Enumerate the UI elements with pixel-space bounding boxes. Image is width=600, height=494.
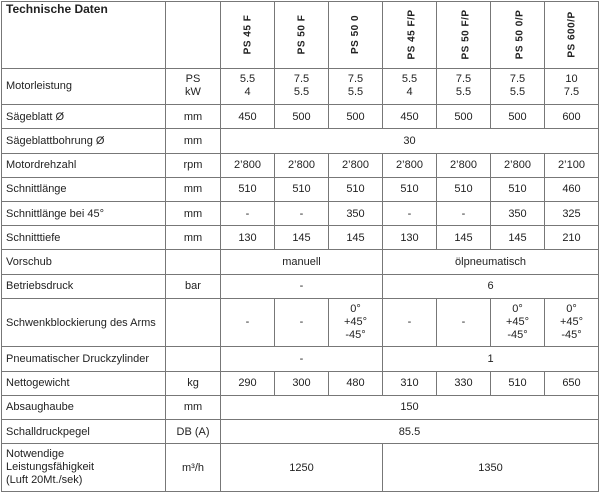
row-haube [2, 395, 599, 419]
value-ps: 10 [565, 73, 578, 86]
value-cell-manual-group: 1250 [221, 444, 383, 492]
value-kw: 5.5 [509, 86, 526, 99]
value-cell: 330 [437, 371, 491, 395]
model-header [275, 2, 329, 69]
row-label: Schnittlänge bei 45° [2, 201, 166, 225]
value-cell [275, 68, 329, 104]
row-leistung [2, 444, 599, 492]
value-cell: 650 [545, 371, 599, 395]
row-unit: DB (A) [166, 420, 221, 444]
model-header [437, 2, 491, 69]
row-schnitttiefe [2, 226, 599, 250]
value-cell: 2’100 [545, 153, 599, 177]
value-cell: 145 [275, 226, 329, 250]
value-ps: 5.5 [239, 73, 256, 86]
row-unit [166, 250, 221, 274]
value-cell: 2’800 [275, 153, 329, 177]
value-ps: 7.5 [455, 73, 472, 86]
value-cell [383, 298, 437, 346]
row-schnitt45 [2, 201, 599, 225]
value-cell: 145 [491, 226, 545, 250]
row-label: Schwenkblockierung des Arms [2, 298, 166, 346]
row-label [2, 444, 166, 492]
value-line: 0° [350, 303, 361, 316]
model-name: PS 50 F [295, 15, 307, 55]
row-label: Betriebsdruck [2, 274, 166, 298]
model-header [545, 2, 599, 69]
value-cell [221, 298, 275, 346]
value-cell-manual-group: - [221, 347, 383, 371]
value-cell: 310 [383, 371, 437, 395]
row-unit [166, 347, 221, 371]
table-title: Technische Daten [2, 2, 166, 69]
value-cell: 130 [221, 226, 275, 250]
value-line: - [407, 316, 412, 329]
model-name: PS 50 0 [350, 15, 361, 55]
row-vorschub [2, 250, 599, 274]
value-cell: 145 [329, 226, 383, 250]
value-cell: 210 [545, 226, 599, 250]
value-cell [383, 68, 437, 104]
model-header [221, 2, 275, 69]
value-ps: 7.5 [509, 73, 526, 86]
row-schwenk [2, 298, 599, 346]
model-name: PS 45 F [241, 15, 253, 55]
value-line: 0° [566, 303, 577, 316]
unit-ps: PS [185, 73, 201, 86]
value-cell: 2’800 [221, 153, 275, 177]
value-cell: 510 [491, 177, 545, 201]
row-unit: mm [166, 105, 221, 129]
value-cell [221, 68, 275, 104]
row-unit: rpm [166, 153, 221, 177]
value-cell [491, 298, 545, 346]
value-ps: 7.5 [347, 73, 364, 86]
value-cell: 480 [329, 371, 383, 395]
value-cell: 350 [491, 201, 545, 225]
value-cell-merged: 85.5 [221, 420, 599, 444]
value-cell: - [275, 201, 329, 225]
value-line: 0° [512, 303, 523, 316]
row-label: Motorleistung [2, 68, 166, 104]
value-cell: 290 [221, 371, 275, 395]
value-cell: 145 [437, 226, 491, 250]
value-line: +45° [559, 316, 584, 329]
model-name: PS 50 0/P [514, 10, 526, 60]
value-cell: 300 [275, 371, 329, 395]
value-kw: 4 [244, 86, 251, 99]
value-cell [329, 298, 383, 346]
value-cell [545, 298, 599, 346]
value-kw: 5.5 [293, 86, 310, 99]
value-cell: 510 [275, 177, 329, 201]
value-cell: 510 [383, 177, 437, 201]
row-unit: mm [166, 201, 221, 225]
value-cell: 2’800 [491, 153, 545, 177]
value-cell: - [437, 201, 491, 225]
value-line: -45° [345, 329, 366, 342]
value-cell-manual-group: - [221, 274, 383, 298]
unit-kw: kW [185, 86, 201, 99]
row-unit: bar [166, 274, 221, 298]
model-name: PS 600/P [566, 11, 578, 58]
row-label: Schalldruckpegel [2, 420, 166, 444]
value-cell: 500 [275, 105, 329, 129]
value-cell: 325 [545, 201, 599, 225]
value-cell-pneumatic-group: 1350 [383, 444, 599, 492]
row-label: Sägeblattbohrung Ø [2, 129, 166, 153]
value-cell [545, 68, 599, 104]
value-cell: 450 [221, 105, 275, 129]
row-unit: mm [166, 395, 221, 419]
value-cell-pneumatic-group: 6 [383, 274, 599, 298]
value-cell [437, 298, 491, 346]
value-line: - [461, 316, 466, 329]
value-cell: 460 [545, 177, 599, 201]
value-line: +45° [505, 316, 530, 329]
value-cell: 510 [221, 177, 275, 201]
row-label: Motordrehzahl [2, 153, 166, 177]
value-line: - [245, 316, 250, 329]
row-unit: mm [166, 177, 221, 201]
row-label: Absaughaube [2, 395, 166, 419]
value-cell: 2’800 [383, 153, 437, 177]
label-line: (Luft 20Mt./sek) [6, 474, 83, 487]
header-row [2, 2, 599, 69]
value-cell-pneumatic-group: ölpneumatisch [383, 250, 599, 274]
model-header [491, 2, 545, 69]
value-cell: 600 [545, 105, 599, 129]
row-unit: mm [166, 129, 221, 153]
value-cell: 450 [383, 105, 437, 129]
row-schall [2, 420, 599, 444]
value-cell: 500 [491, 105, 545, 129]
value-line: -45° [507, 329, 528, 342]
row-unit [166, 298, 221, 346]
value-cell: 2’800 [329, 153, 383, 177]
value-cell: 500 [437, 105, 491, 129]
value-cell [491, 68, 545, 104]
value-cell: 510 [491, 371, 545, 395]
model-header [329, 2, 383, 69]
value-cell: - [383, 201, 437, 225]
row-bohrung [2, 129, 599, 153]
value-kw: 5.5 [455, 86, 472, 99]
value-line: - [299, 316, 304, 329]
row-zylinder [2, 347, 599, 371]
value-cell: 510 [329, 177, 383, 201]
row-label: Nettogewicht [2, 371, 166, 395]
value-ps: 7.5 [293, 73, 310, 86]
value-ps: 5.5 [401, 73, 418, 86]
value-cell: 500 [329, 105, 383, 129]
value-kw: 7.5 [563, 86, 580, 99]
row-label: Pneumatischer Druckzylinder [2, 347, 166, 371]
value-cell: 2’800 [437, 153, 491, 177]
value-line: -45° [561, 329, 582, 342]
row-schnittlaenge [2, 177, 599, 201]
value-cell: 350 [329, 201, 383, 225]
value-cell-pneumatic-group: 1 [383, 347, 599, 371]
unit-header [166, 2, 221, 69]
row-label: Schnitttiefe [2, 226, 166, 250]
row-label: Schnittlänge [2, 177, 166, 201]
model-name: PS 45 F/P [406, 9, 418, 60]
row-label: Sägeblatt Ø [2, 105, 166, 129]
value-cell: - [221, 201, 275, 225]
row-unit [166, 68, 221, 104]
row-unit: kg [166, 371, 221, 395]
row-unit: m³/h [166, 444, 221, 492]
label-line: Notwendige [6, 448, 65, 461]
row-saegeblatt [2, 105, 599, 129]
value-cell [437, 68, 491, 104]
label-line: Leistungsfähigkeit [6, 461, 95, 474]
value-cell: 510 [437, 177, 491, 201]
row-gewicht [2, 371, 599, 395]
technical-data-table [1, 1, 599, 492]
row-motorleistung [2, 68, 599, 104]
model-header [383, 2, 437, 69]
row-betriebsdruck [2, 274, 599, 298]
value-kw: 4 [406, 86, 413, 99]
row-unit: mm [166, 226, 221, 250]
value-line: +45° [343, 316, 368, 329]
row-label: Vorschub [2, 250, 166, 274]
value-cell-manual-group: manuell [221, 250, 383, 274]
value-cell-merged: 150 [221, 395, 599, 419]
value-kw: 5.5 [347, 86, 364, 99]
value-cell [329, 68, 383, 104]
value-cell: 130 [383, 226, 437, 250]
value-cell [275, 298, 329, 346]
model-name: PS 50 F/P [460, 9, 472, 60]
value-cell-merged: 30 [221, 129, 599, 153]
row-drehzahl [2, 153, 599, 177]
